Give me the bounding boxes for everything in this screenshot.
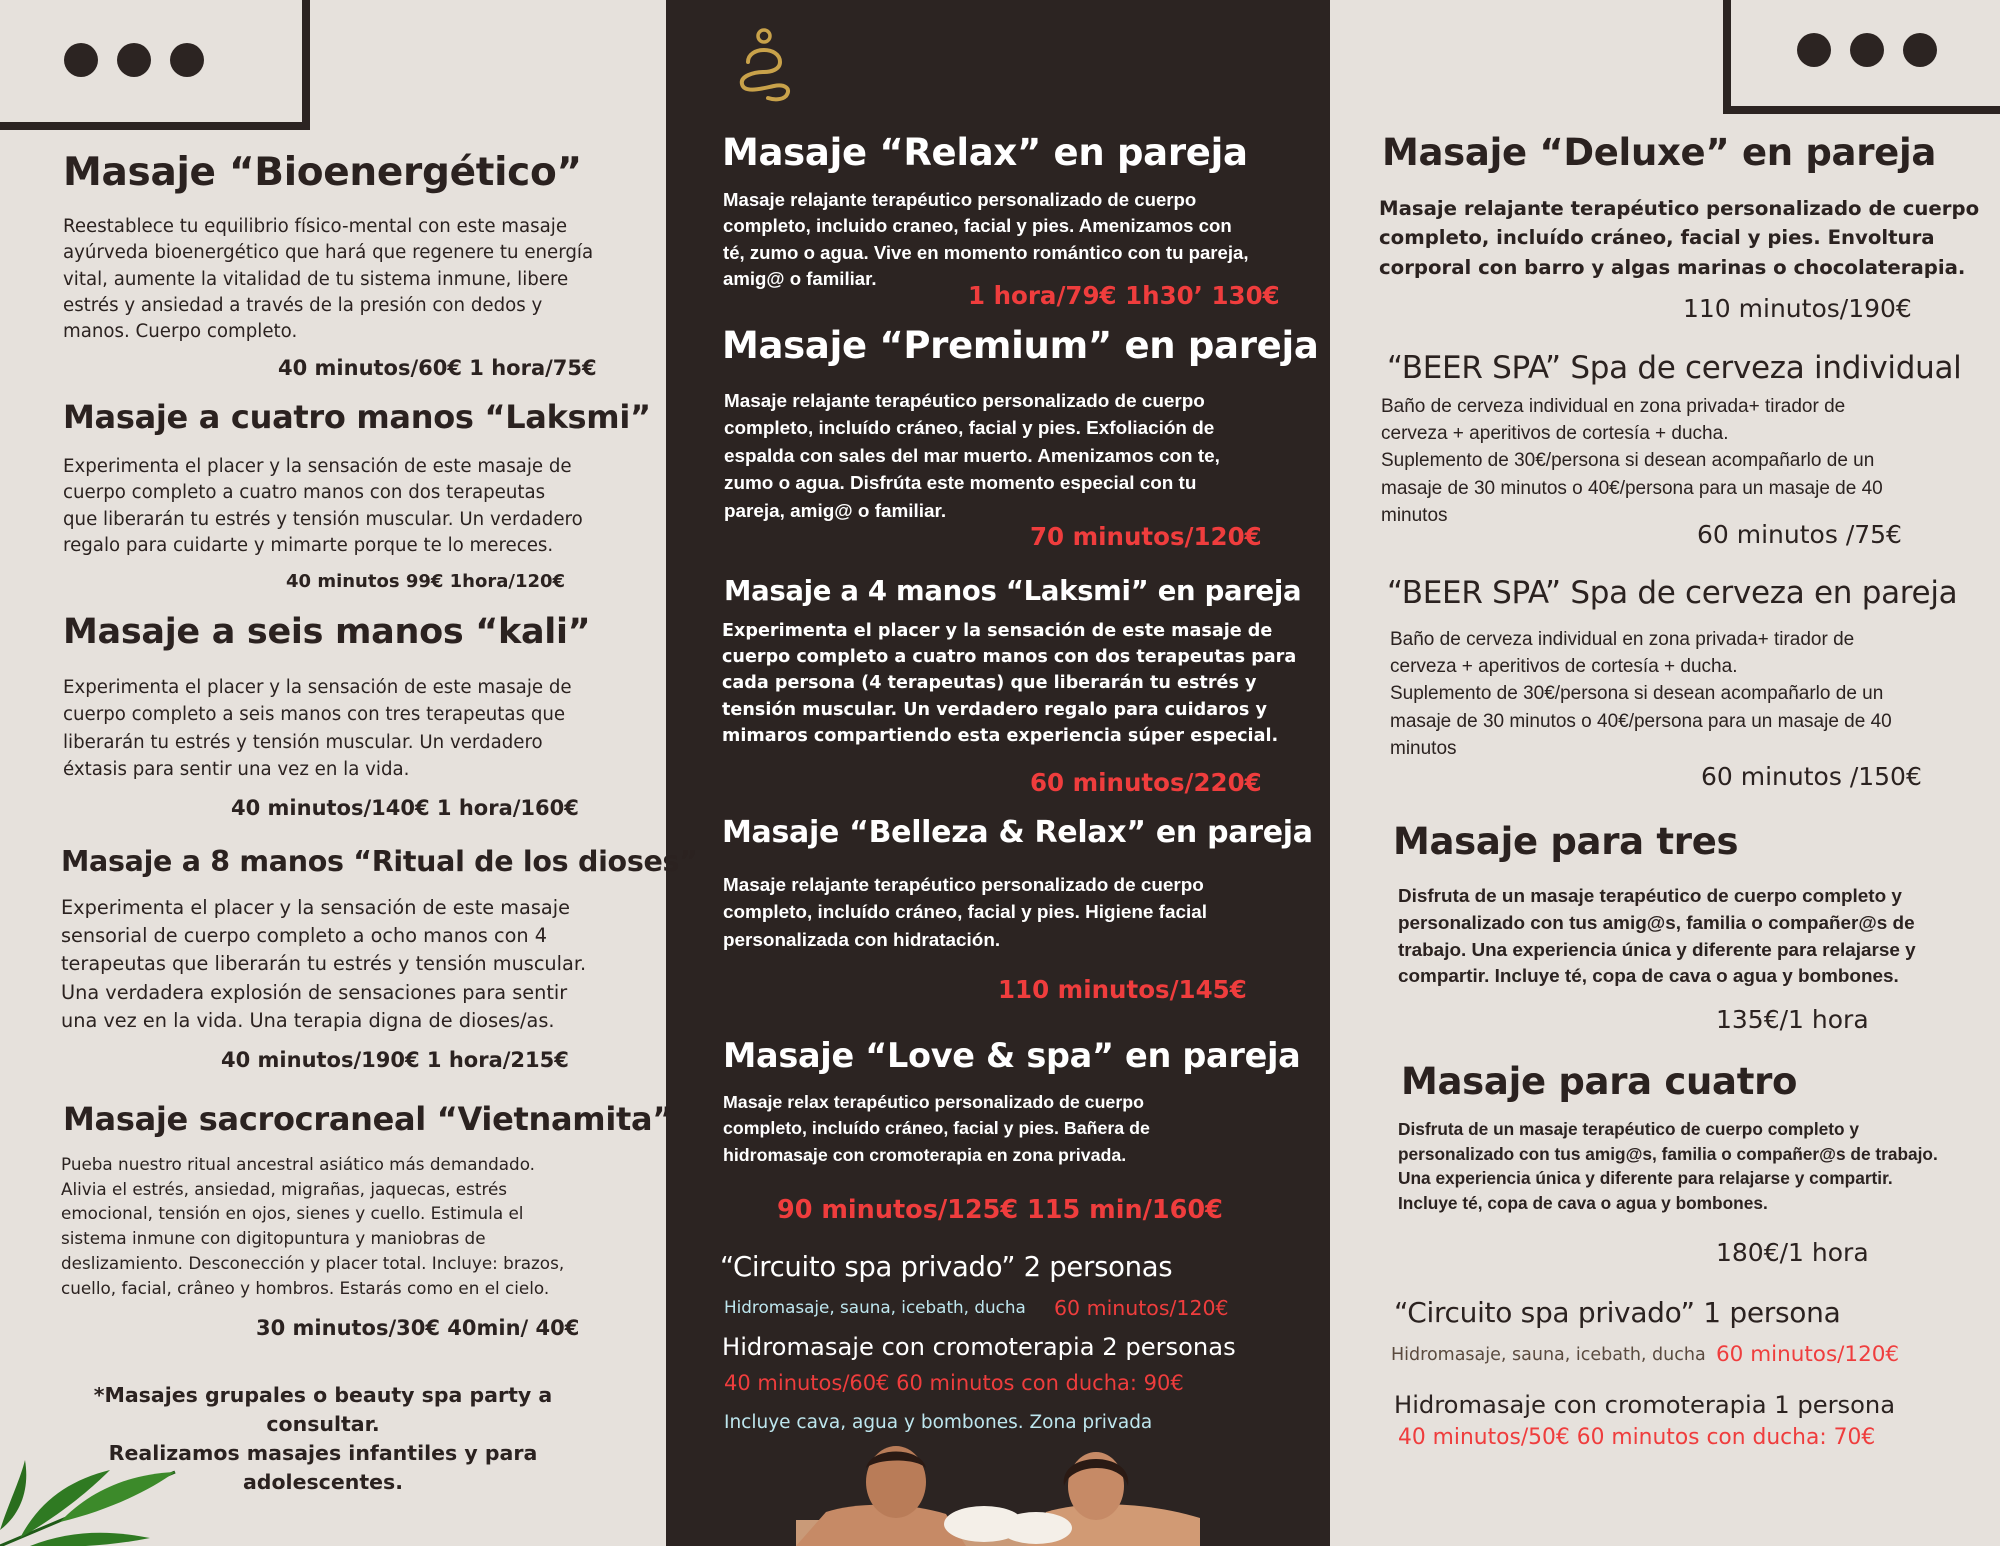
item-price: 135€/1 hora (1716, 1005, 1869, 1034)
circuit-subtitle: Hidromasaje, sauna, icebath, ducha (1391, 1345, 1706, 1365)
item-description: Experimenta el placer y la sensación de este masaje de cuerpo completo a cuatro manos con dos terapeutas que liberarán tu estrés y tensión muscular. Un verdadero regalo para cuidarte y mimarte porque te lo mereces. (63, 456, 583, 556)
item-title: Masaje a cuatro manos “Laksmi” (63, 398, 651, 436)
item-price: 70 minutos/120€ (1030, 522, 1262, 551)
item-price: 110 minutos/145€ (998, 975, 1247, 1004)
dot-icon (1850, 33, 1884, 67)
footnote: *Masajes grupales o beauty spa party a consultar. Realizamos masajes infantiles y para adolescentes. (93, 1383, 553, 1494)
hydro-price: 40 minutos/50€ 60 minutos con ducha: 70€ (1398, 1425, 1876, 1450)
dot-icon (170, 43, 204, 77)
dot-icon (1903, 33, 1937, 67)
item-description: Baño de cerveza individual en zona privada+ tirador de cerveza + aperitivos de cortesía + ducha. Suplemento de 30€/persona si desean acompañarlo de un masaje de 30 minutos o 40€/persona para un masaje de 40 minutos (1390, 629, 1892, 759)
circuit-subtitle: Hidromasaje, sauna, icebath, ducha (724, 1297, 1026, 1317)
couple-photo-icon (796, 1442, 1200, 1546)
hydro-title: Hidromasaje con cromoterapia 1 persona (1394, 1391, 1896, 1419)
corner-frame-left (0, 0, 310, 130)
item-price: 60 minutos /150€ (1701, 762, 1922, 791)
item-description: Pueba nuestro ritual ancestral asiático más demandado. Alivia el estrés, ansiedad, migrañas, jaquecas, estrés emocional, tensión en ojos, sienes y cuello. Estimula el sistema inmune con digitopuntura y maniobras de deslizamiento. Desconección y placer total. Incluye: brazos, cuello, facial, crâneo y hombros. Estarás como en el cielo. (61, 1154, 565, 1298)
item-title: Masaje “Love & spa” en pareja (723, 1036, 1301, 1075)
item-price: 60 minutos /75€ (1697, 520, 1902, 549)
item-title: Masaje “Bioenergético” (63, 150, 582, 195)
dot-icon (1797, 33, 1831, 67)
item-description: Disfruta de un masaje terapéutico de cuerpo completo y personalizado con tus amig@s, familia o compañer@s de trabajo. Una experiencia única y diferente para relajarse y compartir. Incluye té, copa de cava o agua y bombones. (1398, 1119, 1938, 1214)
item-description: Masaje relajante terapéutico personalizado de cuerpo completo, incluído cráneo, facial y pies. Higiene facial personalizada con hidratación. (723, 875, 1207, 951)
hydro-title: Hidromasaje con cromoterapia 2 personas (722, 1333, 1236, 1361)
item-title: Masaje para cuatro (1401, 1060, 1798, 1103)
item-title: “BEER SPA” Spa de cerveza en pareja (1387, 575, 1958, 611)
item-title: Masaje “Belleza & Relax” en pareja (722, 815, 1313, 850)
item-price: 40 minutos/190€ 1 hora/215€ (221, 1048, 569, 1072)
item-title: Masaje sacrocraneal “Vietnamita” (63, 1100, 674, 1138)
item-description: Reestablece tu equilibrio físico-mental con este masaje ayúrveda bioenergético que hará que regenere tu energía vital, aumente la vitalidad de tu sistema inmune, libere estrés y ansiedad a través de la presión con dedos y manos. Cuerpo completo. (63, 216, 594, 343)
item-description: Experimenta el placer y la sensación de este masaje sensorial de cuerpo completo a ocho manos con 4 terapeutas que liberarán tu estrés y tensión muscular. Una verdadera explosión de sensaciones para sentir una vez en la vida. Una terapia digna de dioses/as. (61, 896, 587, 1032)
item-title: Masaje “Premium” en pareja (722, 324, 1319, 367)
item-price: 180€/1 hora (1716, 1238, 1869, 1267)
circuit-price: 60 minutos/120€ (1716, 1342, 1900, 1367)
item-description: Masaje relajante terapéutico personalizado de cuerpo completo, incluído cráneo, facial y pies. Envoltura corporal con barro y algas marinas o chocolaterapia. (1379, 197, 1980, 279)
item-title: Masaje para tres (1393, 820, 1739, 863)
hydro-note: Incluye cava, agua y bombones. Zona privada (724, 1412, 1153, 1433)
item-price: 40 minutos/140€ 1 hora/160€ (231, 796, 579, 820)
meditation-logo-icon (730, 26, 798, 102)
item-title: Masaje a 4 manos “Laksmi” en pareja (724, 575, 1302, 607)
dot-icon (64, 43, 98, 77)
item-price: 1 hora/79€ 1h30’ 130€ (968, 281, 1280, 310)
item-description: Baño de cerveza individual en zona privada+ tirador de cerveza + aperitivos de cortesía + ducha. Suplemento de 30€/persona si desean acompañarlo de un masaje de 30 minutos o 40€/persona para un masaje de 40 minutos (1381, 396, 1883, 526)
item-price: 40 minutos 99€ 1hora/120€ (286, 571, 566, 592)
item-description: Experimenta el placer y la sensación de este masaje de cuerpo completo a seis manos con tres terapeutas que liberarán tu estrés y tensión muscular. Un verdadero éxtasis para sentir una vez en la vida. (63, 677, 572, 780)
item-price: 110 minutos/190€ (1683, 294, 1912, 323)
item-description: Masaje relax terapéutico personalizado de cuerpo completo, incluído cráneo, facial y pies. Bañera de hidromasaje con cromoterapia en zona privada. (723, 1092, 1150, 1165)
circuit-price: 60 minutos/120€ (1054, 1296, 1229, 1320)
item-price: 90 minutos/125€ 115 min/160€ (777, 1195, 1223, 1225)
item-description: Experimenta el placer y la sensación de este masaje de cuerpo completo a cuatro manos con dos terapeutas para cada persona (4 terapeutas) que liberarán tu estrés y tensión muscular. Un verdadero regalo para cuidaros y mimaros compartiendo esta experiencia súper especial. (722, 621, 1297, 746)
hydro-price: 40 minutos/60€ 60 minutos con ducha: 90€ (724, 1371, 1184, 1395)
dot-icon (117, 43, 151, 77)
item-price: 40 minutos/60€ 1 hora/75€ (278, 356, 597, 380)
item-price: 60 minutos/220€ (1030, 768, 1262, 797)
circuit-title: “Circuito spa privado” 1 persona (1394, 1296, 1841, 1329)
item-title: Masaje “Relax” en pareja (722, 131, 1248, 174)
item-title: Masaje a 8 manos “Ritual de los dioses” (61, 845, 698, 878)
item-price: 30 minutos/30€ 40min/ 40€ (256, 1316, 580, 1340)
item-title: “BEER SPA” Spa de cerveza individual (1387, 350, 1962, 386)
circuit-title: “Circuito spa privado” 2 personas (720, 1251, 1173, 1283)
item-description: Masaje relajante terapéutico personalizado de cuerpo completo, incluido craneo, facial y pies. Amenizamos con té, zumo o agua. Vive en momento romántico con tu pareja, amig@ o familiar. (723, 189, 1249, 289)
item-title: Masaje a seis manos “kali” (63, 612, 591, 652)
item-description: Disfruta de un masaje terapéutico de cuerpo completo y personalizado con tus amig@s, familia o compañer@s de trabajo. Una experiencia única y diferente para relajarse y compartir. Incluye té, copa de cava o agua y bombones. (1398, 886, 1916, 988)
item-title: Masaje “Deluxe” en pareja (1382, 131, 1937, 174)
item-description: Masaje relajante terapéutico personalizado de cuerpo completo, incluído cráneo, facial y pies. Exfoliación de espalda con sales del mar muerto. Amenizamos con te, zumo o agua. Disfrúta este momento especial con tu pareja, amig@ o familiar. (724, 391, 1220, 522)
